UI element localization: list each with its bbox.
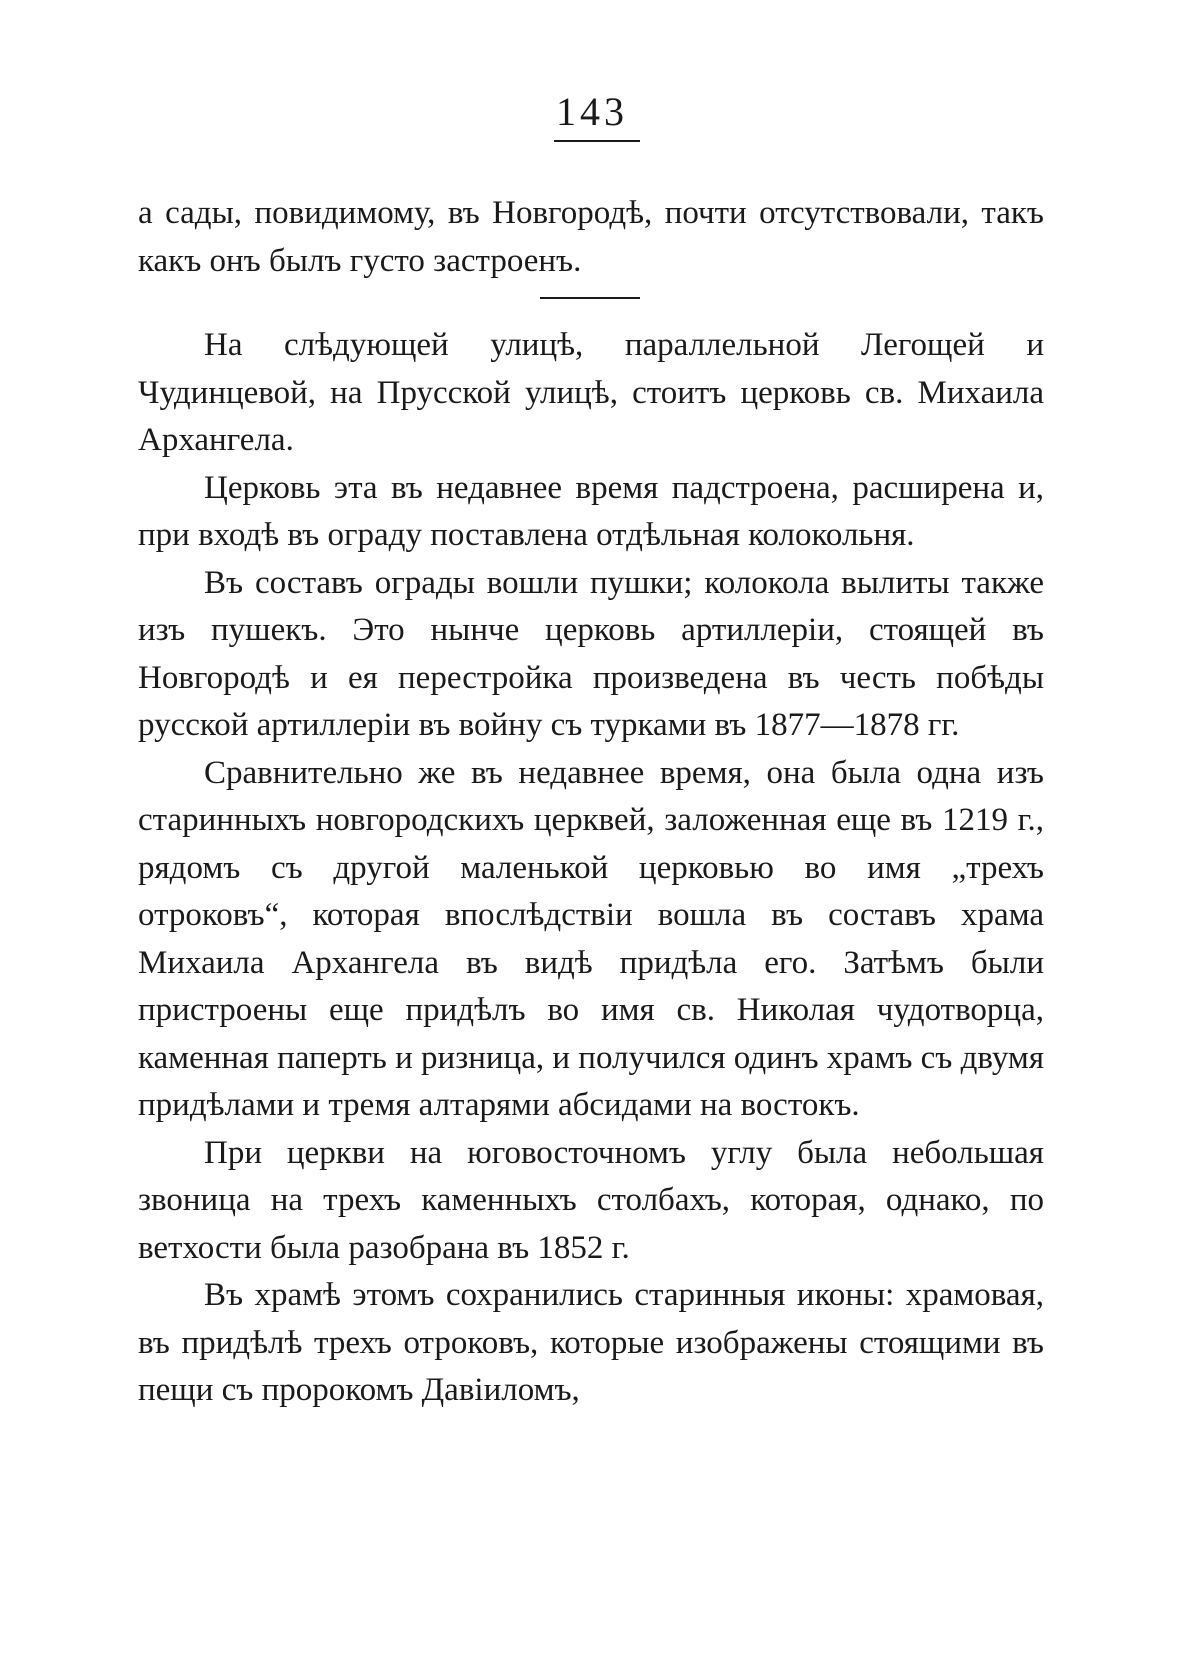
section-divider <box>540 297 640 299</box>
page-number: 143 <box>556 89 628 134</box>
continuation-paragraph: а сады, повидимому, въ Новгородѣ, почти отсутствовали, такъ какъ онъ былъ густо застроенъ. <box>138 195 1044 279</box>
paragraph: На слѣдующей улицѣ, параллельной Легощей и Чудинцевой, на Прусской улицѣ, стоитъ церковь св. Михаила Архангела. <box>138 327 1044 458</box>
main-text <box>138 322 1044 1415</box>
paragraph: Церковь эта въ недавнее время падстроена, расширена и, при входѣ въ ограду поставлена отдѣльная колокольня. <box>138 469 1044 553</box>
continuation-block <box>138 190 1044 285</box>
paragraph: Въ составъ ограды вошли пушки; колокола вылиты также изъ пушекъ. Это нынче церковь артиллерiи, стоящей въ Новгородѣ и ея перестройка произведена въ честь побѣды русской артиллерiи въ войну съ турками въ 1877—1878 гг. <box>138 564 1044 743</box>
paragraph: Сравнительно же въ недавнее время, она была одна изъ старинныхъ новгородскихъ церквей, заложенная еще въ 1219 г., рядомъ съ другой маленькой церковью во имя „трехъ отроковъ“, которая впослѣдствiи вошла въ составъ храма Михаила Архангела въ видѣ придѣла его. Затѣмъ были пристроены еще придѣлъ во имя св. Николая чудотворца, каменная паперть и ризница, и получился одинъ храмъ съ двумя придѣлами и тремя алтарями абсидами на востокъ. <box>138 754 1044 1123</box>
page-number-underline <box>554 140 640 142</box>
paragraph: Въ храмѣ этомъ сохранились старинныя иконы: храмовая, въ придѣлѣ трехъ отроковъ, которые изображены стоящими въ пещи съ пророкомъ Давiиломъ, <box>138 1277 1044 1408</box>
paragraph: При церкви на юговосточномъ углу была небольшая звоница на трехъ каменныхъ столбахъ, которая, однако, по ветхости была разобрана въ 1852 г. <box>138 1134 1044 1266</box>
